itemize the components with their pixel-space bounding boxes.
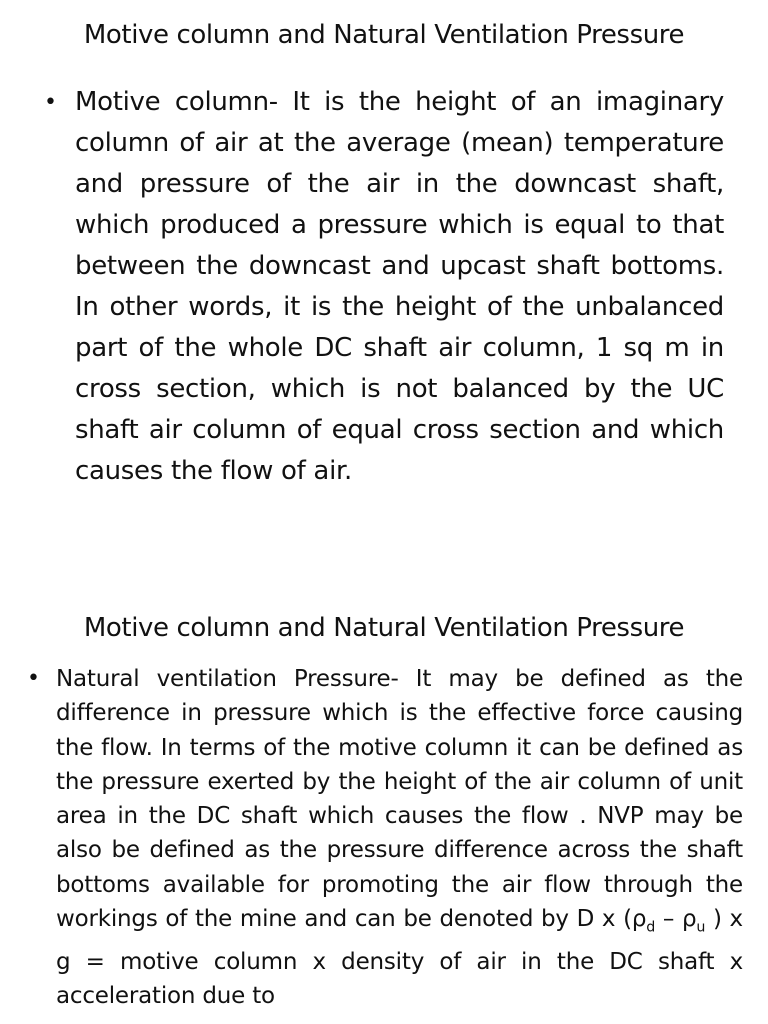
bullet-item	[44, 82, 724, 492]
formula-subscript-d: d	[646, 919, 656, 936]
bullet-item	[27, 662, 743, 1014]
bullet-text: Natural ventilation Pressure- It may be defined as the difference in pressure which is the effective force causing the flow. In terms of the motive column it can be defined as the pressure exerted by the height of the air column of unit area in the DC shaft which causes the flow . NVP may be also be defined as the pressure difference across the shaft bottoms available for promoting the air flow through the workings of the mine and can be denoted by	[56, 666, 743, 933]
formula-minus: – ρ	[655, 906, 697, 933]
bullet-dot-icon: •	[27, 666, 40, 691]
slide-title: Motive column and Natural Ventilation Pressure	[83, 20, 685, 50]
bullet-text-block	[56, 662, 743, 1014]
formula-subscript-u: u	[696, 919, 706, 936]
slide-title: Motive column and Natural Ventilation Pressure	[83, 613, 685, 643]
bullet-text: Motive column- It is the height of an imaginary column of air at the average (mean) temperature and pressure of the air in the downcast shaft, which produced a pressure which is equal to that between the downcast and upcast shaft bottoms. In other words, it is the height of the unbalanced part of the whole DC shaft air column, 1 sq m in cross section, which is not balanced by the UC shaft air column of equal cross section and which causes the flow of air.	[75, 87, 724, 486]
bullet-dot-icon: •	[44, 90, 57, 115]
slide-natural-ventilation-pressure	[0, 590, 768, 1024]
formula-prefix: D x (ρ	[576, 906, 647, 933]
formula-suffix: ) x g = motive column x density of air in the DC shaft x acceleration due to	[56, 906, 743, 1010]
